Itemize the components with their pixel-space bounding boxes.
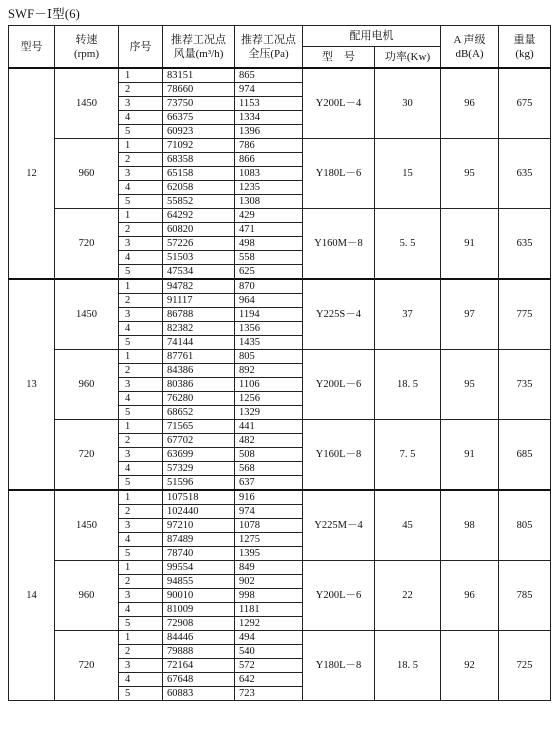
header-flow-unit: 风量(m³/h) xyxy=(173,47,224,60)
pressure-cell: 1334 xyxy=(235,111,303,125)
seq-cell: 2 xyxy=(119,645,163,659)
header-pressure-title: 推荐工况点 xyxy=(241,33,296,46)
seq-cell: 1 xyxy=(119,350,163,364)
power-cell: 45 xyxy=(375,490,441,561)
header-speed xyxy=(55,26,119,69)
pressure-cell: 508 xyxy=(235,448,303,462)
seq-cell: 4 xyxy=(119,181,163,195)
motor-model-cell: Y200L－6 xyxy=(303,561,375,631)
seq-cell: 5 xyxy=(119,617,163,631)
seq-cell: 1 xyxy=(119,631,163,645)
pressure-cell: 429 xyxy=(235,209,303,223)
seq-cell: 5 xyxy=(119,547,163,561)
pressure-cell: 482 xyxy=(235,434,303,448)
pressure-cell: 902 xyxy=(235,575,303,589)
pressure-cell: 1078 xyxy=(235,519,303,533)
power-cell: 22 xyxy=(375,561,441,631)
flow-cell: 71092 xyxy=(163,139,235,153)
pressure-cell: 1181 xyxy=(235,603,303,617)
seq-cell: 2 xyxy=(119,153,163,167)
flow-cell: 51596 xyxy=(163,476,235,491)
pressure-cell: 1106 xyxy=(235,378,303,392)
flow-cell: 60883 xyxy=(163,687,235,701)
noise-cell: 97 xyxy=(441,279,499,350)
flow-cell: 80386 xyxy=(163,378,235,392)
pressure-cell: 1308 xyxy=(235,195,303,209)
seq-cell: 4 xyxy=(119,322,163,336)
speed-cell: 960 xyxy=(55,350,119,420)
pressure-cell: 1083 xyxy=(235,167,303,181)
motor-model-cell: Y225S－4 xyxy=(303,279,375,350)
header-weight-label: 重量 xyxy=(513,33,536,46)
header-model: 型号 xyxy=(9,26,55,69)
flow-cell: 94782 xyxy=(163,279,235,294)
seq-cell: 1 xyxy=(119,561,163,575)
pressure-cell: 1435 xyxy=(235,336,303,350)
header-flow-title: 推荐工况点 xyxy=(171,33,226,46)
model-cell: 14 xyxy=(9,490,55,701)
header-noise xyxy=(441,26,499,69)
flow-cell: 78740 xyxy=(163,547,235,561)
seq-cell: 1 xyxy=(119,420,163,434)
pressure-cell: 558 xyxy=(235,251,303,265)
power-cell: 18. 5 xyxy=(375,631,441,701)
flow-cell: 87761 xyxy=(163,350,235,364)
flow-cell: 102440 xyxy=(163,505,235,519)
motor-model-cell: Y160L－8 xyxy=(303,420,375,491)
pressure-cell: 870 xyxy=(235,279,303,294)
pressure-cell: 1356 xyxy=(235,322,303,336)
pressure-cell: 974 xyxy=(235,505,303,519)
flow-cell: 57226 xyxy=(163,237,235,251)
spec-table xyxy=(8,25,551,701)
flow-cell: 99554 xyxy=(163,561,235,575)
header-speed-label: 转速 xyxy=(75,33,98,46)
flow-cell: 55852 xyxy=(163,195,235,209)
motor-model-cell: Y180L－6 xyxy=(303,139,375,209)
flow-cell: 72164 xyxy=(163,659,235,673)
seq-cell: 1 xyxy=(119,279,163,294)
flow-cell: 73750 xyxy=(163,97,235,111)
weight-cell: 635 xyxy=(499,209,551,280)
motor-model-cell: Y200L－6 xyxy=(303,350,375,420)
noise-cell: 96 xyxy=(441,561,499,631)
header-flow xyxy=(163,26,235,69)
flow-cell: 82382 xyxy=(163,322,235,336)
table-row xyxy=(9,561,551,575)
pressure-cell: 1395 xyxy=(235,547,303,561)
seq-cell: 2 xyxy=(119,434,163,448)
flow-cell: 63699 xyxy=(163,448,235,462)
seq-cell: 3 xyxy=(119,167,163,181)
flow-cell: 68652 xyxy=(163,406,235,420)
seq-cell: 3 xyxy=(119,308,163,322)
power-cell: 5. 5 xyxy=(375,209,441,280)
seq-cell: 2 xyxy=(119,83,163,97)
seq-cell: 5 xyxy=(119,476,163,491)
table-row xyxy=(9,350,551,364)
motor-model-cell: Y200L－4 xyxy=(303,68,375,139)
seq-cell: 2 xyxy=(119,294,163,308)
pressure-cell: 441 xyxy=(235,420,303,434)
flow-cell: 67702 xyxy=(163,434,235,448)
pressure-cell: 1396 xyxy=(235,125,303,139)
noise-cell: 95 xyxy=(441,350,499,420)
model-group xyxy=(9,490,551,701)
seq-cell: 3 xyxy=(119,237,163,251)
seq-cell: 3 xyxy=(119,448,163,462)
seq-cell: 3 xyxy=(119,589,163,603)
flow-cell: 68358 xyxy=(163,153,235,167)
power-cell: 30 xyxy=(375,68,441,139)
noise-cell: 98 xyxy=(441,490,499,561)
pressure-cell: 1292 xyxy=(235,617,303,631)
seq-cell: 5 xyxy=(119,265,163,280)
speed-cell: 720 xyxy=(55,209,119,280)
noise-cell: 95 xyxy=(441,139,499,209)
seq-cell: 1 xyxy=(119,490,163,505)
header-pressure-unit: 全压(Pa) xyxy=(248,47,289,60)
pressure-cell: 568 xyxy=(235,462,303,476)
pressure-cell: 805 xyxy=(235,350,303,364)
weight-cell: 805 xyxy=(499,490,551,561)
weight-cell: 775 xyxy=(499,279,551,350)
weight-cell: 735 xyxy=(499,350,551,420)
pressure-cell: 916 xyxy=(235,490,303,505)
flow-cell: 71565 xyxy=(163,420,235,434)
pressure-cell: 723 xyxy=(235,687,303,701)
weight-cell: 685 xyxy=(499,420,551,491)
power-cell: 18. 5 xyxy=(375,350,441,420)
table-row xyxy=(9,68,551,83)
flow-cell: 84386 xyxy=(163,364,235,378)
seq-cell: 4 xyxy=(119,111,163,125)
header-speed-unit: (rpm) xyxy=(73,47,100,60)
speed-cell: 1450 xyxy=(55,279,119,350)
seq-cell: 1 xyxy=(119,139,163,153)
seq-cell: 5 xyxy=(119,195,163,209)
header-noise-label: A 声级 xyxy=(453,33,486,46)
flow-cell: 79888 xyxy=(163,645,235,659)
seq-cell: 5 xyxy=(119,687,163,701)
seq-cell: 2 xyxy=(119,223,163,237)
flow-cell: 78660 xyxy=(163,83,235,97)
flow-cell: 86788 xyxy=(163,308,235,322)
seq-cell: 4 xyxy=(119,533,163,547)
pressure-cell: 865 xyxy=(235,68,303,83)
seq-cell: 5 xyxy=(119,406,163,420)
flow-cell: 107518 xyxy=(163,490,235,505)
table-row xyxy=(9,420,551,434)
motor-model-cell: Y225M－4 xyxy=(303,490,375,561)
flow-cell: 66375 xyxy=(163,111,235,125)
seq-cell: 4 xyxy=(119,392,163,406)
seq-cell: 5 xyxy=(119,125,163,139)
pressure-cell: 642 xyxy=(235,673,303,687)
table-row xyxy=(9,631,551,645)
table-row xyxy=(9,209,551,223)
pressure-cell: 1153 xyxy=(235,97,303,111)
speed-cell: 720 xyxy=(55,420,119,491)
flow-cell: 91117 xyxy=(163,294,235,308)
flow-cell: 57329 xyxy=(163,462,235,476)
pressure-cell: 1275 xyxy=(235,533,303,547)
power-cell: 15 xyxy=(375,139,441,209)
table-row xyxy=(9,279,551,294)
pressure-cell: 964 xyxy=(235,294,303,308)
weight-cell: 725 xyxy=(499,631,551,701)
seq-cell: 4 xyxy=(119,462,163,476)
flow-cell: 90010 xyxy=(163,589,235,603)
flow-cell: 74144 xyxy=(163,336,235,350)
noise-cell: 91 xyxy=(441,420,499,491)
pressure-cell: 866 xyxy=(235,153,303,167)
flow-cell: 72908 xyxy=(163,617,235,631)
pressure-cell: 625 xyxy=(235,265,303,280)
seq-cell: 2 xyxy=(119,505,163,519)
motor-model-cell: Y160M－8 xyxy=(303,209,375,280)
seq-cell: 3 xyxy=(119,519,163,533)
power-cell: 37 xyxy=(375,279,441,350)
flow-cell: 60923 xyxy=(163,125,235,139)
flow-cell: 94855 xyxy=(163,575,235,589)
model-cell: 12 xyxy=(9,68,55,279)
flow-cell: 65158 xyxy=(163,167,235,181)
weight-cell: 675 xyxy=(499,68,551,139)
speed-cell: 1450 xyxy=(55,68,119,139)
header-weight xyxy=(499,26,551,69)
seq-cell: 3 xyxy=(119,378,163,392)
pressure-cell: 849 xyxy=(235,561,303,575)
weight-cell: 785 xyxy=(499,561,551,631)
header-weight-unit: (kg) xyxy=(515,47,534,60)
model-group xyxy=(9,279,551,490)
pressure-cell: 540 xyxy=(235,645,303,659)
speed-cell: 1450 xyxy=(55,490,119,561)
header-noise-unit: dB(A) xyxy=(455,47,484,60)
seq-cell: 3 xyxy=(119,659,163,673)
header-seq: 序号 xyxy=(119,26,163,69)
pressure-cell: 1329 xyxy=(235,406,303,420)
flow-cell: 67648 xyxy=(163,673,235,687)
seq-cell: 3 xyxy=(119,97,163,111)
pressure-cell: 471 xyxy=(235,223,303,237)
seq-cell: 5 xyxy=(119,336,163,350)
flow-cell: 83151 xyxy=(163,68,235,83)
seq-cell: 4 xyxy=(119,251,163,265)
pressure-cell: 892 xyxy=(235,364,303,378)
flow-cell: 60820 xyxy=(163,223,235,237)
model-cell: 13 xyxy=(9,279,55,490)
pressure-cell: 1256 xyxy=(235,392,303,406)
flow-cell: 84446 xyxy=(163,631,235,645)
seq-cell: 1 xyxy=(119,68,163,83)
model-group xyxy=(9,68,551,279)
flow-cell: 76280 xyxy=(163,392,235,406)
seq-cell: 1 xyxy=(119,209,163,223)
flow-cell: 62058 xyxy=(163,181,235,195)
header-power: 功率(Kw) xyxy=(375,47,441,69)
flow-cell: 97210 xyxy=(163,519,235,533)
flow-cell: 81009 xyxy=(163,603,235,617)
page-title: SWF－Ⅰ型(6) xyxy=(8,7,81,21)
motor-model-cell: Y180L－8 xyxy=(303,631,375,701)
noise-cell: 92 xyxy=(441,631,499,701)
weight-cell: 635 xyxy=(499,139,551,209)
header-pressure xyxy=(235,26,303,69)
pressure-cell: 1194 xyxy=(235,308,303,322)
speed-cell: 960 xyxy=(55,561,119,631)
pressure-cell: 998 xyxy=(235,589,303,603)
power-cell: 7. 5 xyxy=(375,420,441,491)
speed-cell: 960 xyxy=(55,139,119,209)
flow-cell: 87489 xyxy=(163,533,235,547)
header-motor: 配用电机 xyxy=(303,26,441,47)
seq-cell: 2 xyxy=(119,575,163,589)
pressure-cell: 1235 xyxy=(235,181,303,195)
pressure-cell: 974 xyxy=(235,83,303,97)
pressure-cell: 637 xyxy=(235,476,303,491)
seq-cell: 4 xyxy=(119,673,163,687)
flow-cell: 47534 xyxy=(163,265,235,280)
flow-cell: 64292 xyxy=(163,209,235,223)
pressure-cell: 786 xyxy=(235,139,303,153)
flow-cell: 51503 xyxy=(163,251,235,265)
noise-cell: 96 xyxy=(441,68,499,139)
pressure-cell: 498 xyxy=(235,237,303,251)
noise-cell: 91 xyxy=(441,209,499,280)
speed-cell: 720 xyxy=(55,631,119,701)
pressure-cell: 494 xyxy=(235,631,303,645)
table-row xyxy=(9,490,551,505)
seq-cell: 4 xyxy=(119,603,163,617)
header-motor-model: 型 号 xyxy=(303,47,375,69)
table-row xyxy=(9,139,551,153)
pressure-cell: 572 xyxy=(235,659,303,673)
seq-cell: 2 xyxy=(119,364,163,378)
